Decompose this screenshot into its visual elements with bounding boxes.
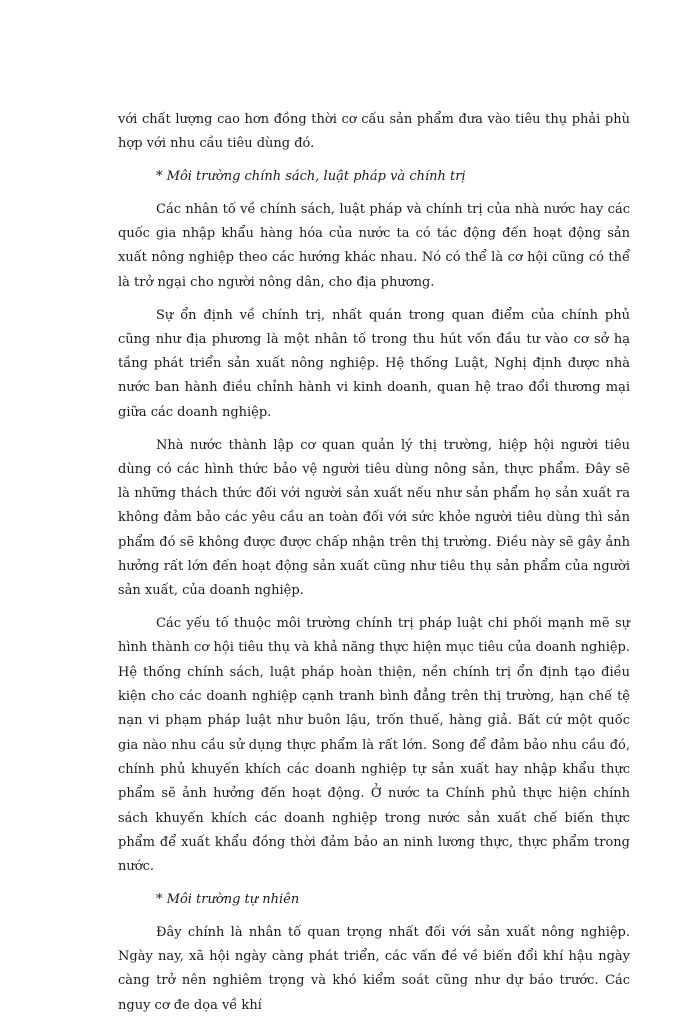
paragraph-continuation: với chất lượng cao hơn đồng thời cơ cấu sản phẩm đưa vào tiêu thụ phải phù hợp với nhu cầu tiêu dùng đó. — [118, 112, 630, 152]
document-page — [118, 108, 630, 1026]
paragraph: Các yếu tố thuộc môi trường chính trị pháp luật chi phối mạnh mẽ sự hình thành cơ hội tiêu thụ và khả năng thực hiện mục tiêu của doanh nghiệp. Hệ thống chính sách, luật pháp hoàn thiện, nền chính trị ổn định tạo điều kiện cho các doanh nghiệp cạnh tranh bình đẳng trên thị trường, hạn chế tệ nạn vi phạm pháp luật như buôn lậu, trốn thuế, hàng giả. Bất cứ một quốc gia nào nhu cầu sử dụng thực phẩm là rất lớn. Song để đảm bảo nhu cầu đó, chính phủ khuyến khích các doanh nghiệp tự sản xuất hay nhập khẩu thực phẩm sẽ ảnh hưởng đến hoạt động. Ở nước ta Chính phủ thực hiện chính sách khuyến khích các doanh nghiệp trong nước sản xuất chế biến thực phẩm để xuất khẩu đồng thời đảm bảo an ninh lương thực, thực phẩm trong nước. — [118, 616, 630, 875]
section-heading-natural-environment: * Môi trường tự nhiên — [156, 891, 300, 907]
paragraph: Các nhân tố về chính sách, luật pháp và chính trị của nhà nước hay các quốc gia nhập khẩu hàng hóa của nước ta có tác động đến hoạt động sản xuất nông nghiệp theo các hướng khác nhau. Nó có thể là cơ hội cũng có thể là trở ngại cho người nông dân, cho địa phương. — [118, 201, 630, 290]
section-heading-policy-law-politics: * Môi trường chính sách, luật pháp và chính trị — [156, 169, 466, 185]
paragraph: Nhà nước thành lập cơ quan quản lý thị trường, hiệp hội người tiêu dùng có các hình thức bảo vệ người tiêu dùng nông sản, thực phẩm. Đây sẽ là những thách thức đối với người sản xuất nếu như sản phẩm họ sản xuất ra không đảm bảo các yêu cầu an toàn đối với sức khỏe người tiêu dùng thì sản phẩm đó sẽ không được được chấp nhận trên thị trường. Điều này sẽ gây ảnh hưởng rất lớn đến hoạt động sản xuất cũng như tiêu thụ sản phẩm của người sản xuất, của doanh nghiệp. — [118, 437, 630, 599]
paragraph: Đây chính là nhân tố quan trọng nhất đối với sản xuất nông nghiệp. Ngày nay, xã hội ngày càng phát triển, các vấn đề về biến đổi khí hậu ngày càng trở nên nghiêm trọng và khó kiểm soát cũng như dự báo trước. Các nguy cơ đe dọa về khí — [118, 924, 630, 1013]
paragraph: Sự ổn định về chính trị, nhất quán trong quan điểm của chính phủ cũng như địa phương là một nhân tố trong thu hút vốn đầu tư vào cơ sở hạ tầng phát triển sản xuất nông nghiệp. Hệ thống Luật, Nghị định được nhà nước ban hành điều chỉnh hành vi kinh doanh, quan hệ trao đổi thương mại giữa các doanh nghiệp. — [118, 307, 630, 420]
